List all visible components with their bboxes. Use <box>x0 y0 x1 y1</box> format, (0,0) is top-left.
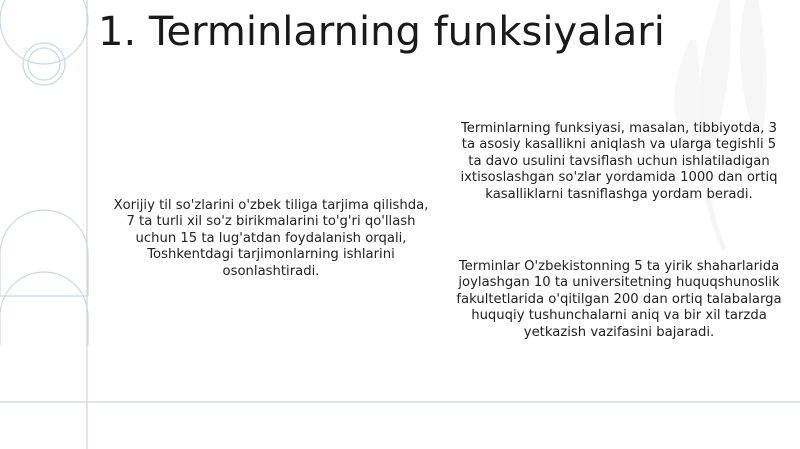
top-large-circle <box>0 0 88 64</box>
arch-lower <box>0 272 88 345</box>
paragraph-left: Xorijiy til so'zlarini o'zbek tiliga tarjima qilishda, 7 ta turli xil so'z birikmalarini to'g'ri qo'llash uchun 15 ta lug'atdan foydalanish orqali, Toshkentdagi tarjimonlarning ishlarini osonlashtiradi. <box>113 198 429 279</box>
slide-title: 1. Terminlarning funksiyalari <box>98 9 665 55</box>
arch-upper <box>0 210 88 296</box>
paragraph-right-top: Terminlarning funksiyasi, masalan, tibbiyotda, 3 ta asosiy kasallikni aniqlash va ularga tegishli 5 ta davo usulini tavsiflash uchun ishlatiladigan ixtisoslashgan so'zlar yordamida 1000 dan ortiq kasalliklarni tasniflashga yordam beradi. <box>460 121 778 202</box>
paragraph-right-bottom: Terminlar O'zbekistonning 5 ta yirik shaharlarida joylashgan 10 ta universitetning huquqshunoslik fakultetlarida o'qitilgan 200 dan ortiq talabalarga huquqiy tushunchalarni aniq va bir xil tarzda yetkazish vazifasini bajaradi. <box>456 259 782 340</box>
